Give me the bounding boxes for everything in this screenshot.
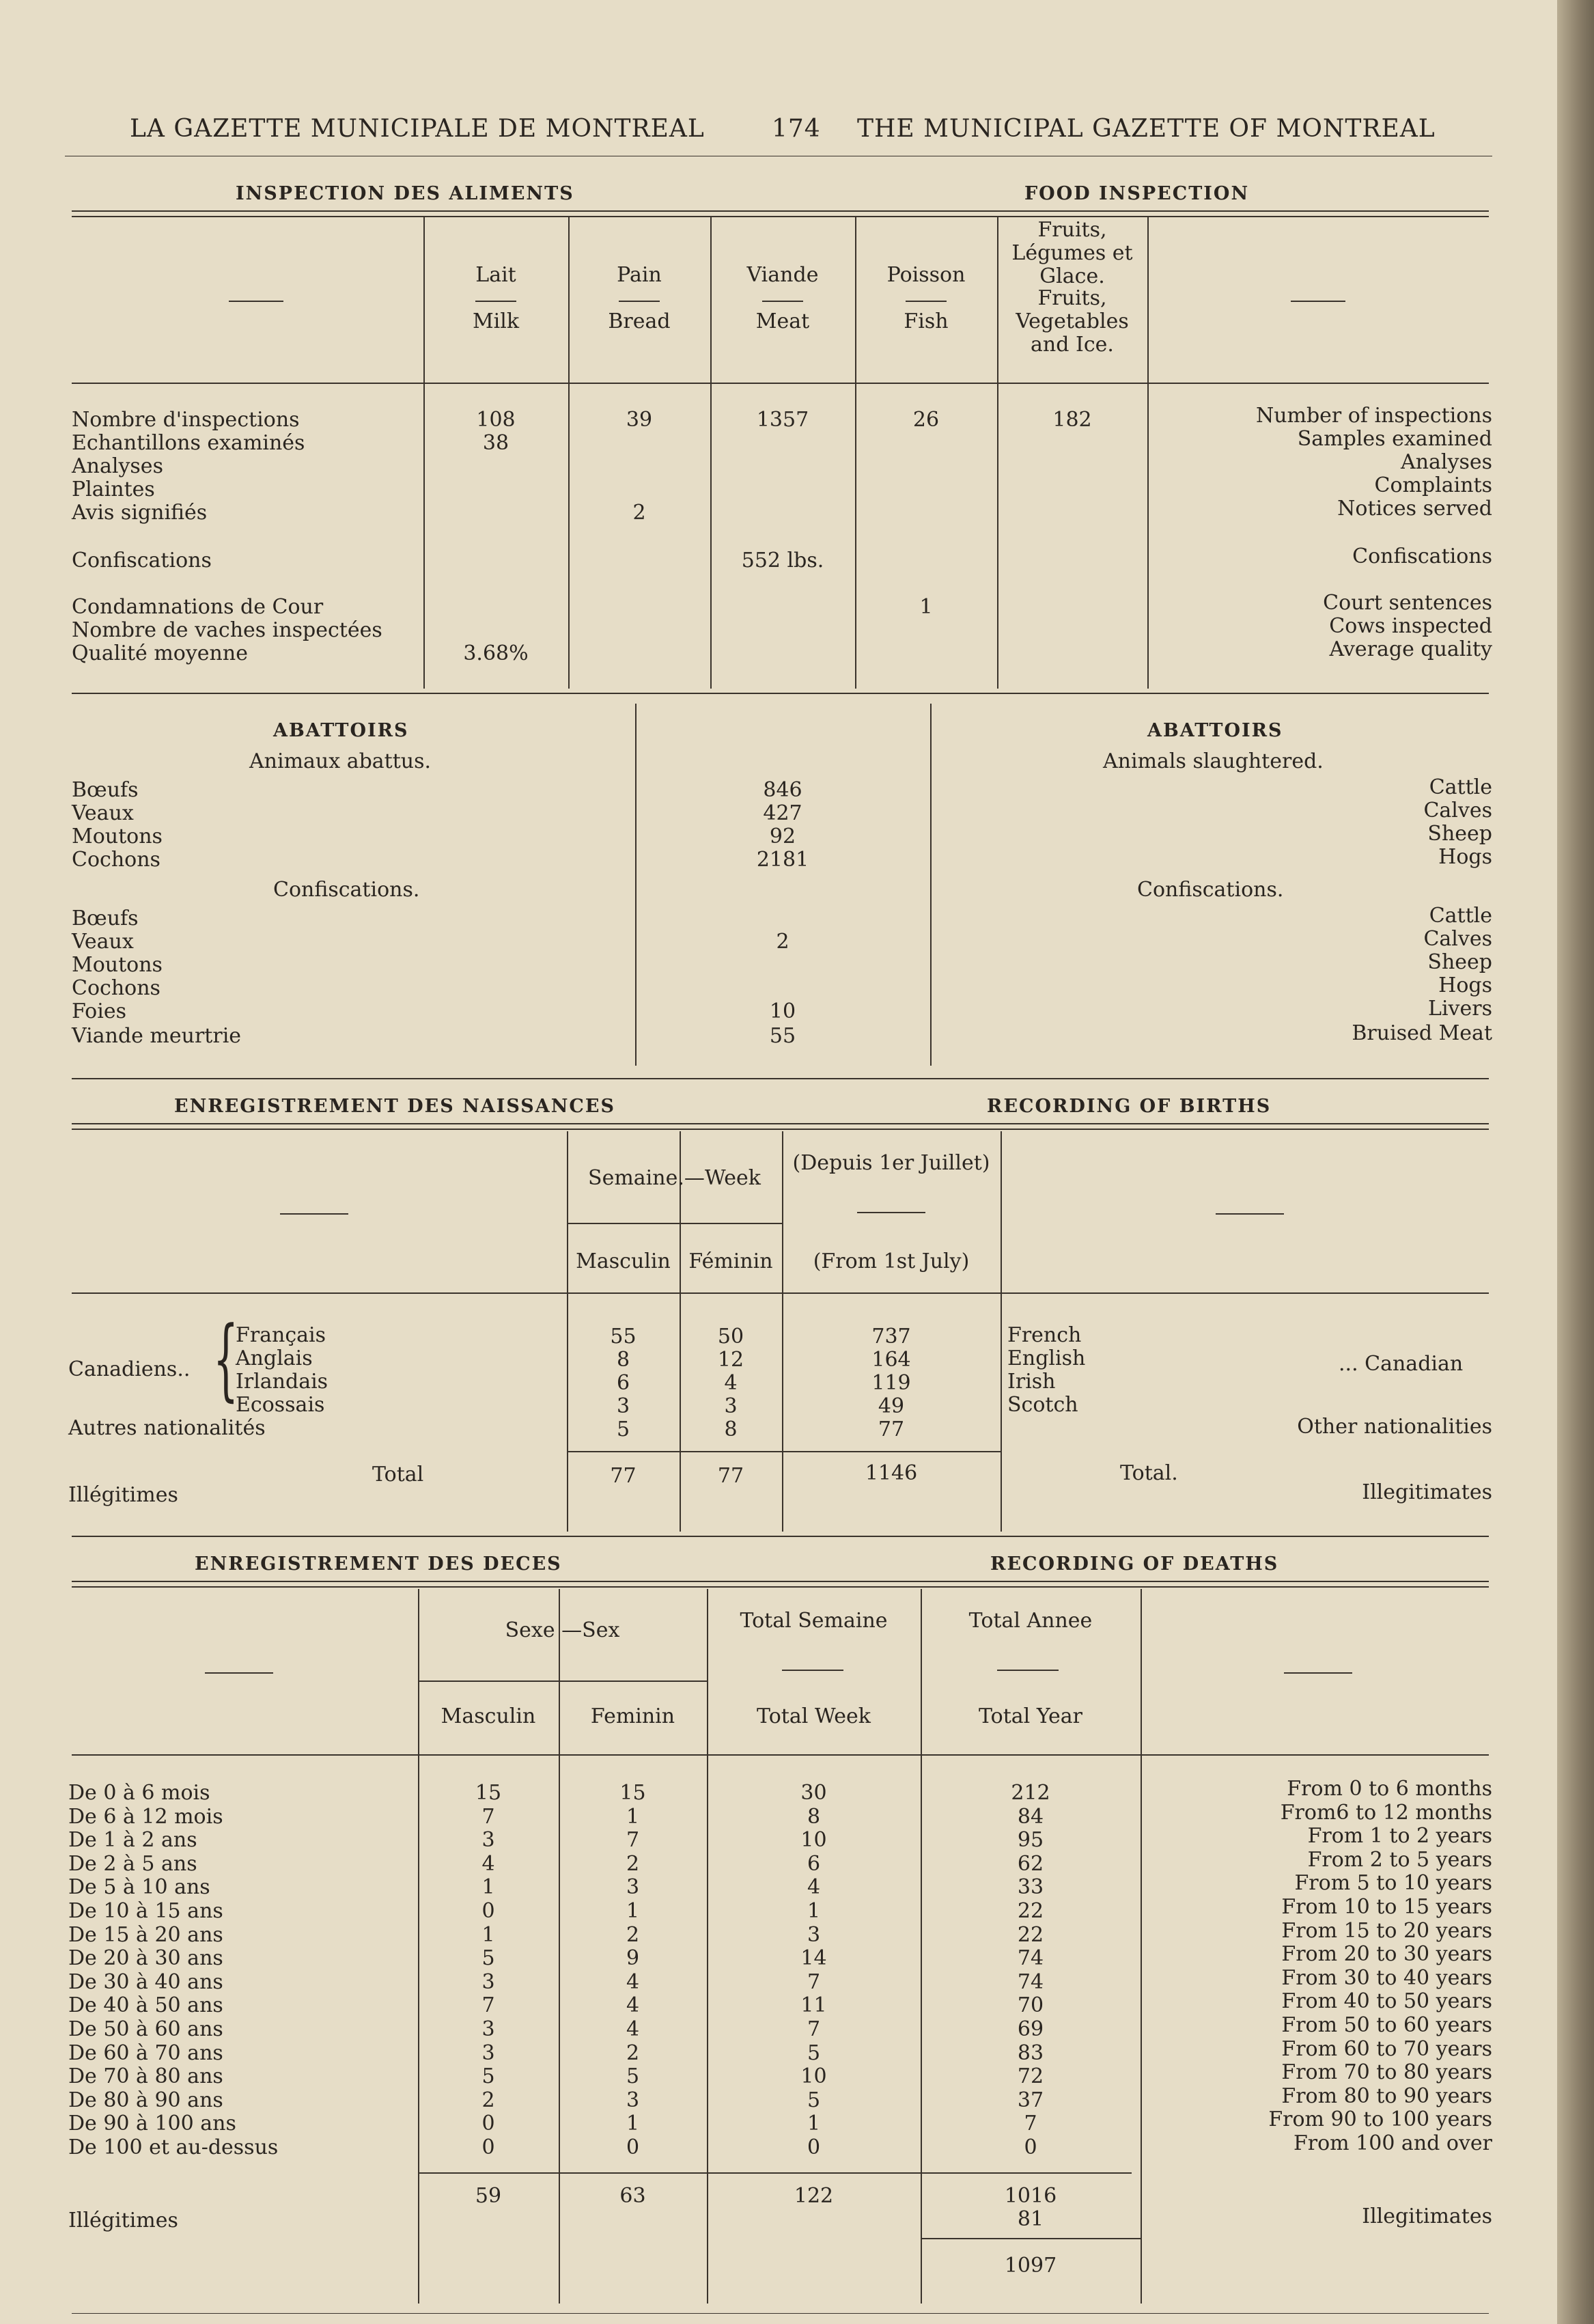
abattoirs-sub2-en: Confiscations. xyxy=(1137,878,1284,902)
births-canadian-en: ... Canadian xyxy=(1339,1352,1464,1376)
deaths-fem-header: Feminin xyxy=(590,1704,675,1728)
deaths-bottom-rule xyxy=(72,2313,1489,2314)
births-label-fr: Ecossais xyxy=(236,1393,325,1417)
deaths-label-fr: De 0 à 6 mois xyxy=(68,1781,210,1805)
deaths-year-value: 74 xyxy=(1017,1970,1044,1994)
food-row-label-en: Confiscations xyxy=(1352,544,1492,568)
births-since-en: (From 1st July) xyxy=(813,1249,970,1273)
births-left-dash xyxy=(280,1213,348,1215)
births-fem-value: 3 xyxy=(724,1394,738,1418)
header-right-title: THE MUNICIPAL GAZETTE OF MONTREAL xyxy=(857,115,1436,143)
food-col-en: Milk xyxy=(472,309,520,333)
deaths-masc-value: 7 xyxy=(481,1805,495,1829)
deaths-top-rule xyxy=(72,1581,1489,1588)
deaths-label-fr: De 40 à 50 ans xyxy=(68,1993,223,2017)
births-label-fr: Français xyxy=(236,1323,326,1347)
deaths-label-fr: De 5 à 10 ans xyxy=(68,1875,210,1899)
food-cell-value: 182 xyxy=(1052,408,1092,432)
births-week-rule xyxy=(567,1223,782,1224)
births-fem-value: 8 xyxy=(724,1417,738,1441)
deaths-header-rule xyxy=(72,1754,1489,1756)
births-label-en: Other nationalities xyxy=(1297,1415,1492,1439)
abattoirs-bottom-rule xyxy=(72,1078,1489,1079)
births-label-en: English xyxy=(1007,1346,1086,1370)
births-canadian-fr: Canadiens.. xyxy=(68,1357,191,1381)
births-masc-header: Masculin xyxy=(576,1249,671,1273)
deaths-illeg-fr: Illégitimes xyxy=(68,2209,178,2232)
deaths-label-fr: De 60 à 70 ans xyxy=(68,2041,223,2065)
deaths-year-value: 83 xyxy=(1017,2041,1044,2065)
abattoir-conf-label-en: Hogs xyxy=(1438,973,1492,997)
deaths-week-value: 1 xyxy=(807,2112,821,2135)
food-row-label-en: Complaints xyxy=(1374,473,1492,497)
births-since-fr: (Depuis 1er Juillet) xyxy=(792,1151,990,1175)
births-label-fr: Irlandais xyxy=(236,1370,328,1394)
deaths-label-fr: De 20 à 30 ans xyxy=(68,1946,223,1970)
deaths-masc-value: 1 xyxy=(481,1923,495,1947)
deaths-label-fr: De 1 à 2 ans xyxy=(68,1828,197,1852)
deaths-total-week-fr: Total Semaine xyxy=(740,1609,888,1633)
abattoir-conf-label-fr: Viande meurtrie xyxy=(72,1024,242,1048)
births-total-label-fr: Total xyxy=(372,1463,424,1486)
deaths-week-dash xyxy=(782,1670,843,1671)
deaths-week-value: 7 xyxy=(807,2017,821,2041)
deaths-week-value: 6 xyxy=(807,1852,821,1876)
deaths-title-fr: ENREGISTREMENT DES DECES xyxy=(195,1553,562,1575)
abattoir-label-en: Hogs xyxy=(1438,845,1492,869)
deaths-week-value: 11 xyxy=(800,1993,827,2017)
deaths-fem-value: 3 xyxy=(626,1875,640,1899)
deaths-masc-value: 4 xyxy=(481,1852,495,1876)
deaths-label-fr: De 30 à 40 ans xyxy=(68,1970,223,1994)
food-row-label-fr: Qualité moyenne xyxy=(72,641,248,665)
deaths-masc-header: Masculin xyxy=(441,1704,536,1728)
births-since-dash xyxy=(857,1212,925,1213)
deaths-label-en: From 80 to 90 years xyxy=(1281,2084,1492,2108)
deaths-year-value: 72 xyxy=(1017,2064,1044,2088)
deaths-year-value: 70 xyxy=(1017,1993,1044,2017)
abattoirs-sub1-fr: Animaux abattus. xyxy=(249,749,432,773)
deaths-year-value: 22 xyxy=(1017,1899,1044,1923)
births-total-fem: 77 xyxy=(717,1464,744,1488)
deaths-masc-value: 0 xyxy=(481,2112,495,2135)
deaths-label-fr: De 2 à 5 ans xyxy=(68,1852,197,1876)
food-row-label-en: Average quality xyxy=(1329,637,1492,661)
food-col-dash xyxy=(619,301,660,302)
births-illeg-en: Illegitimates xyxy=(1362,1480,1492,1504)
births-label-fr: Autres nationalités xyxy=(68,1416,266,1440)
deaths-label-en: From 100 and over xyxy=(1293,2131,1492,2155)
abattoir-label-fr: Bœufs xyxy=(72,778,139,802)
births-title-en: RECORDING OF BIRTHS xyxy=(987,1096,1272,1117)
deaths-fem-value: 2 xyxy=(626,2041,640,2065)
food-cell-value: 1 xyxy=(919,595,933,619)
births-week-header: Semaine.—Week xyxy=(588,1166,761,1190)
food-cell-value: 26 xyxy=(912,408,940,432)
deaths-year-value: 84 xyxy=(1017,1805,1044,1829)
deaths-total-fem: 63 xyxy=(619,2184,646,2208)
food-col-fr: Viande xyxy=(746,263,819,287)
deaths-masc-value: 5 xyxy=(481,2064,495,2088)
births-bottom-rule xyxy=(72,1536,1489,1537)
abattoir-value: 427 xyxy=(763,801,802,825)
deaths-sex-rule xyxy=(418,1680,707,1682)
abattoir-conf-value: 2 xyxy=(776,930,789,954)
food-row-label-fr: Condamnations de Cour xyxy=(72,595,324,619)
deaths-grand-total: 1097 xyxy=(1004,2254,1057,2278)
deaths-fem-value: 1 xyxy=(626,1899,640,1923)
deaths-fem-value: 15 xyxy=(619,1781,646,1805)
births-total-masc: 77 xyxy=(610,1464,637,1488)
births-label-en: French xyxy=(1007,1323,1082,1347)
births-illeg-fr: Illégitimes xyxy=(68,1483,178,1507)
abattoirs-title-fr: ABATTOIRS xyxy=(273,720,409,741)
food-title-en: FOOD INSPECTION xyxy=(1024,183,1250,204)
deaths-label-fr: De 6 à 12 mois xyxy=(68,1805,223,1829)
deaths-week-value: 14 xyxy=(800,1946,827,1970)
food-col-fruit-en: Fruits, Vegetables and Ice. xyxy=(1016,286,1129,357)
births-header-rule xyxy=(72,1292,1489,1294)
births-total-all: 1146 xyxy=(865,1461,918,1485)
abattoirs-sub1-en: Animals slaughtered. xyxy=(1103,749,1324,773)
births-total-rule xyxy=(567,1451,1001,1452)
deaths-illeg-en: Illegitimates xyxy=(1362,2204,1492,2228)
deaths-year-value: 212 xyxy=(1011,1781,1050,1805)
deaths-fem-value: 4 xyxy=(626,1970,640,1994)
food-col-fr: Pain xyxy=(617,263,662,287)
abattoir-value: 2181 xyxy=(756,848,809,872)
deaths-masc-value: 0 xyxy=(481,2135,495,2159)
deaths-sex-header: Sexe —Sex xyxy=(505,1618,620,1642)
births-label-fr: Anglais xyxy=(236,1346,313,1370)
abattoir-conf-label-en: Cattle xyxy=(1429,904,1492,928)
deaths-fem-value: 0 xyxy=(626,2135,640,2159)
deaths-total-year: 1016 xyxy=(1004,2184,1057,2208)
deaths-total-week-en: Total Week xyxy=(757,1704,871,1728)
food-row-label-en: Court sentences xyxy=(1323,591,1492,615)
food-cell-value: 39 xyxy=(626,408,653,432)
abattoir-label-en: Calves xyxy=(1423,799,1492,822)
deaths-label-fr: De 50 à 60 ans xyxy=(68,2017,223,2041)
abattoir-conf-label-en: Bruised Meat xyxy=(1352,1021,1492,1045)
deaths-label-fr: De 80 à 90 ans xyxy=(68,2088,223,2112)
deaths-fem-value: 1 xyxy=(626,1805,640,1829)
births-fem-header: Féminin xyxy=(688,1249,773,1273)
deaths-label-fr: De 15 à 20 ans xyxy=(68,1923,223,1947)
births-masc-value: 6 xyxy=(616,1371,630,1395)
abattoir-conf-label-fr: Cochons xyxy=(72,976,160,1000)
food-cell-value: 108 xyxy=(476,408,516,432)
deaths-total-year-en: Total Year xyxy=(979,1704,1082,1728)
births-masc-value: 55 xyxy=(610,1325,637,1348)
deaths-year-value: 37 xyxy=(1017,2088,1044,2112)
births-total-value: 119 xyxy=(871,1371,911,1395)
food-cell-value: 38 xyxy=(482,431,509,455)
deaths-fem-value: 3 xyxy=(626,2088,640,2112)
deaths-week-value: 10 xyxy=(800,2064,827,2088)
deaths-label-en: From 10 to 15 years xyxy=(1281,1895,1492,1919)
deaths-illeg-year: 81 xyxy=(1017,2207,1044,2231)
abattoir-conf-label-fr: Veaux xyxy=(72,930,134,954)
births-fem-value: 12 xyxy=(717,1348,744,1372)
births-fem-value: 4 xyxy=(724,1371,738,1395)
deaths-label-en: From 60 to 70 years xyxy=(1281,2037,1492,2061)
deaths-year-value: 69 xyxy=(1017,2017,1044,2041)
deaths-label-en: From 15 to 20 years xyxy=(1281,1919,1492,1943)
deaths-label-en: From6 to 12 months xyxy=(1280,1801,1492,1825)
births-total-value: 164 xyxy=(871,1348,911,1372)
deaths-fem-value: 4 xyxy=(626,2017,640,2041)
deaths-label-fr: De 70 à 80 ans xyxy=(68,2064,223,2088)
deaths-label-en: From 70 to 80 years xyxy=(1281,2060,1492,2084)
food-cell-value: 3.68% xyxy=(463,641,529,665)
deaths-masc-value: 3 xyxy=(481,2017,495,2041)
header-left-title: LA GAZETTE MUNICIPALE DE MONTREAL xyxy=(130,115,705,143)
deaths-week-value: 10 xyxy=(800,1828,827,1852)
abattoir-label-en: Sheep xyxy=(1427,822,1492,846)
abattoir-conf-label-en: Calves xyxy=(1423,927,1492,951)
abattoir-conf-label-fr: Foies xyxy=(72,999,126,1023)
births-total-value: 737 xyxy=(871,1325,911,1348)
deaths-fem-value: 2 xyxy=(626,1923,640,1947)
deaths-year-value: 33 xyxy=(1017,1875,1044,1899)
deaths-year-value: 22 xyxy=(1017,1923,1044,1947)
deaths-fem-value: 2 xyxy=(626,1852,640,1876)
deaths-masc-value: 3 xyxy=(481,1828,495,1852)
deaths-week-value: 8 xyxy=(807,1805,821,1829)
food-right-dash xyxy=(1291,301,1345,302)
deaths-label-en: From 20 to 30 years xyxy=(1281,1942,1492,1966)
deaths-masc-value: 0 xyxy=(481,1899,495,1923)
food-cell-value: 1357 xyxy=(756,408,809,432)
food-col-fruit: Fruits, Légumes et Glace. xyxy=(1011,218,1133,288)
abattoir-conf-label-en: Sheep xyxy=(1427,950,1492,974)
deaths-year-dash xyxy=(997,1670,1059,1671)
deaths-label-fr: De 10 à 15 ans xyxy=(68,1899,223,1923)
deaths-label-fr: De 90 à 100 ans xyxy=(68,2112,236,2135)
abattoir-conf-label-fr: Bœufs xyxy=(72,907,139,930)
food-row-label-fr: Echantillons examinés xyxy=(72,431,305,455)
abattoir-conf-value: 10 xyxy=(769,999,796,1023)
food-col-en: Meat xyxy=(755,309,810,333)
deaths-label-en: From 40 to 50 years xyxy=(1281,1989,1492,2013)
food-row-label-en: Cows inspected xyxy=(1329,614,1492,638)
food-col-en: Bread xyxy=(608,309,671,333)
abattoir-conf-label-fr: Moutons xyxy=(72,953,163,977)
deaths-fem-value: 1 xyxy=(626,2112,640,2135)
deaths-week-value: 30 xyxy=(800,1781,827,1805)
deaths-label-fr: De 100 et au-dessus xyxy=(68,2135,279,2159)
births-top-rule xyxy=(72,1123,1489,1130)
births-masc-value: 3 xyxy=(616,1394,630,1418)
abattoir-label-en: Cattle xyxy=(1429,775,1492,799)
births-total-value: 49 xyxy=(878,1394,905,1418)
deaths-year-value: 62 xyxy=(1017,1852,1044,1876)
births-right-dash xyxy=(1216,1213,1284,1215)
deaths-year-value: 95 xyxy=(1017,1828,1044,1852)
deaths-label-en: From 50 to 60 years xyxy=(1281,2013,1492,2037)
deaths-right-dash xyxy=(1284,1672,1352,1674)
deaths-masc-value: 5 xyxy=(481,1946,495,1970)
food-left-dash xyxy=(229,301,283,302)
food-col-dash xyxy=(475,301,516,302)
abattoir-label-fr: Cochons xyxy=(72,848,160,872)
deaths-week-value: 3 xyxy=(807,1923,821,1947)
abattoir-value: 92 xyxy=(769,825,796,848)
food-cell-value: 2 xyxy=(632,501,646,525)
food-row-label-en: Number of inspections xyxy=(1255,404,1492,428)
food-cell-value: 552 lbs. xyxy=(741,549,824,572)
deaths-masc-value: 15 xyxy=(475,1781,502,1805)
food-col-dash xyxy=(762,301,803,302)
deaths-week-value: 0 xyxy=(807,2135,821,2159)
food-bottom-rule xyxy=(72,693,1489,694)
births-label-en: Scotch xyxy=(1007,1393,1078,1417)
abattoirs-sub2-fr: Confiscations. xyxy=(273,878,420,902)
food-col-fr: Lait xyxy=(475,263,516,287)
deaths-year-value: 7 xyxy=(1024,2112,1037,2135)
abattoir-label-fr: Veaux xyxy=(72,801,134,825)
food-col-fr: Poisson xyxy=(886,263,966,287)
food-row-label-fr: Plaintes xyxy=(72,478,155,501)
deaths-week-value: 7 xyxy=(807,1970,821,1994)
births-total-value: 77 xyxy=(878,1417,905,1441)
births-label-en: Irish xyxy=(1007,1370,1056,1394)
births-title-fr: ENREGISTREMENT DES NAISSANCES xyxy=(174,1096,615,1117)
deaths-year-value: 0 xyxy=(1024,2135,1037,2159)
deaths-masc-value: 3 xyxy=(481,2041,495,2065)
deaths-label-en: From 30 to 40 years xyxy=(1281,1966,1492,1990)
deaths-masc-value: 7 xyxy=(481,1993,495,2017)
deaths-fem-value: 7 xyxy=(626,1828,640,1852)
food-top-rule xyxy=(72,210,1489,217)
food-row-label-en: Samples examined xyxy=(1297,427,1492,451)
food-col-dash xyxy=(906,301,947,302)
deaths-total-week: 122 xyxy=(794,2184,834,2208)
deaths-week-value: 4 xyxy=(807,1875,821,1899)
abattoir-value: 846 xyxy=(763,778,802,802)
page-number: 174 xyxy=(772,115,821,143)
abattoir-label-fr: Moutons xyxy=(72,825,163,848)
births-masc-value: 5 xyxy=(616,1417,630,1441)
deaths-title-en: RECORDING OF DEATHS xyxy=(990,1553,1279,1575)
food-header-rule xyxy=(72,383,1489,384)
deaths-left-dash xyxy=(205,1672,273,1674)
deaths-label-en: From 1 to 2 years xyxy=(1307,1824,1492,1848)
deaths-label-en: From 2 to 5 years xyxy=(1307,1848,1492,1872)
deaths-masc-value: 2 xyxy=(481,2088,495,2112)
deaths-fem-value: 9 xyxy=(626,1946,640,1970)
abattoir-conf-value: 55 xyxy=(769,1024,796,1048)
deaths-masc-value: 1 xyxy=(481,1875,495,1899)
deaths-week-value: 1 xyxy=(807,1899,821,1923)
births-masc-value: 8 xyxy=(616,1348,630,1372)
deaths-grand-rule xyxy=(921,2238,1141,2239)
births-total-label-en: Total. xyxy=(1120,1461,1178,1485)
food-row-label-en: Notices served xyxy=(1337,497,1492,521)
food-row-label-fr: Confiscations xyxy=(72,549,212,572)
food-col-en: Fish xyxy=(904,309,949,333)
food-title-fr: INSPECTION DES ALIMENTS xyxy=(236,183,574,204)
deaths-fem-value: 5 xyxy=(626,2064,640,2088)
deaths-total-masc: 59 xyxy=(475,2184,502,2208)
food-row-label-fr: Avis signifiés xyxy=(72,501,208,525)
food-row-label-en: Analyses xyxy=(1401,450,1492,474)
food-row-label-fr: Nombre d'inspections xyxy=(72,408,300,432)
deaths-total-year-fr: Total Annee xyxy=(968,1609,1093,1633)
food-row-label-fr: Analyses xyxy=(72,454,163,478)
deaths-year-value: 74 xyxy=(1017,1946,1044,1970)
deaths-week-value: 5 xyxy=(807,2041,821,2065)
deaths-total-rule xyxy=(418,2172,1132,2174)
deaths-label-en: From 0 to 6 months xyxy=(1287,1777,1492,1801)
abattoirs-title-en: ABATTOIRS xyxy=(1147,720,1283,741)
food-row-label-fr: Nombre de vaches inspectées xyxy=(72,618,382,642)
births-brace-left: { xyxy=(213,1307,239,1411)
abattoir-conf-label-en: Livers xyxy=(1428,997,1492,1021)
page-edge xyxy=(1557,0,1594,2324)
deaths-week-value: 5 xyxy=(807,2088,821,2112)
births-fem-value: 50 xyxy=(717,1325,744,1348)
deaths-label-en: From 90 to 100 years xyxy=(1268,2107,1492,2131)
deaths-masc-value: 3 xyxy=(481,1970,495,1994)
deaths-label-en: From 5 to 10 years xyxy=(1294,1871,1492,1895)
births-column-rule xyxy=(1001,1131,1002,1532)
deaths-fem-value: 4 xyxy=(626,1993,640,2017)
